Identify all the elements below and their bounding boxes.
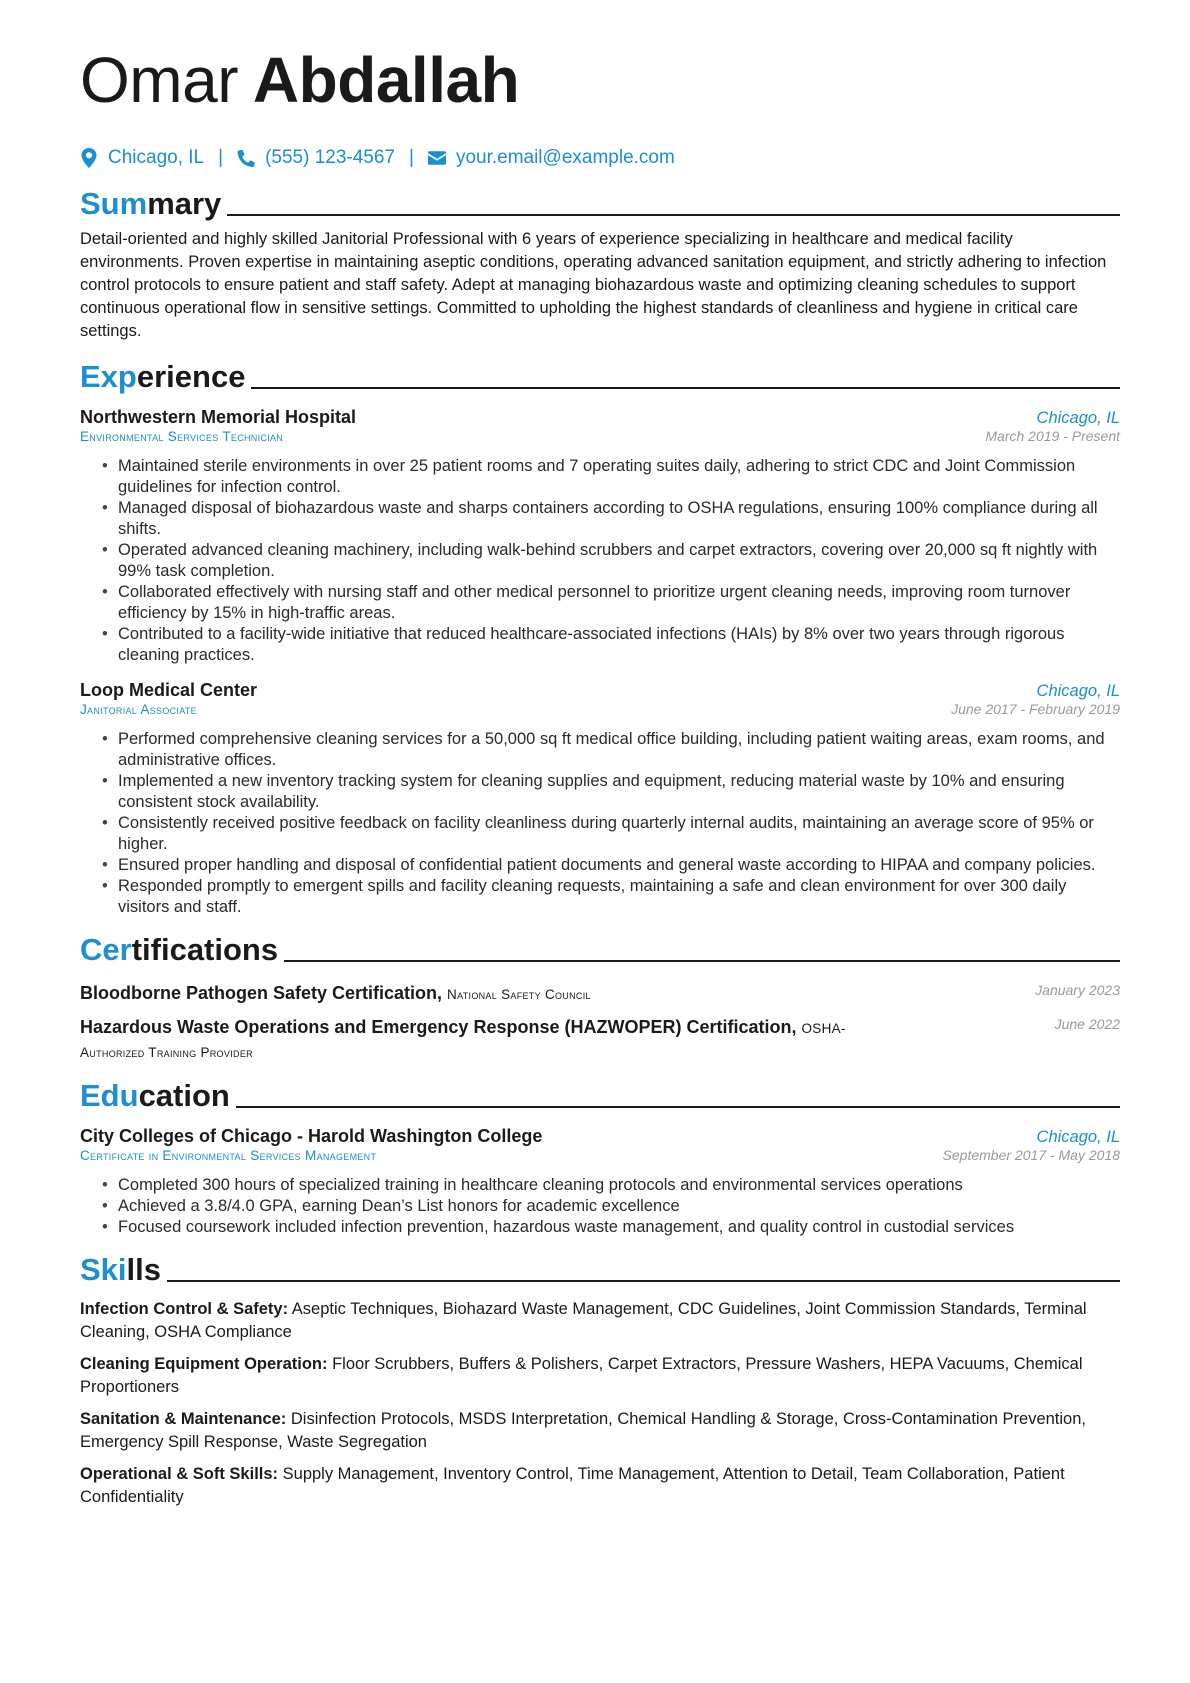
certifications-section bbox=[80, 932, 1120, 1064]
certification-item: Hazardous Waste Operations and Emergency Response (HAZWOPER) Certification, OSHA-Authorized Training Provider June 2022 bbox=[80, 1016, 1120, 1060]
certification-date: June 2022 bbox=[1054, 1016, 1120, 1032]
skill-group-text: Aseptic Techniques, Biohazard Waste Management, CDC Guidelines, Joint Commission Standards, Terminal Cleaning, OSHA Compliance bbox=[80, 1300, 1087, 1341]
skill-group bbox=[80, 1298, 1120, 1344]
list-item: • Ensured proper handling and disposal of confidential patient documents and general waste according to HIPAA and company policies. bbox=[118, 855, 1120, 876]
list-item: • Consistently received positive feedback on facility cleanliness during quarterly internal audits, maintaining an average score of 95% or higher. bbox=[118, 813, 1120, 855]
candidate-name bbox=[80, 40, 1120, 120]
school-location: Chicago, IL bbox=[1036, 1128, 1120, 1146]
list-item: • Performed comprehensive cleaning services for a 50,000 sq ft medical office building, including patient waiting areas, exam rooms, and administrative offices. bbox=[118, 729, 1120, 771]
skill-group bbox=[80, 1408, 1120, 1454]
education-section bbox=[80, 1078, 1120, 1238]
skill-group-label: Cleaning Equipment Operation: bbox=[80, 1355, 328, 1373]
section-rule bbox=[227, 214, 1120, 216]
skill-group-label: Operational & Soft Skills: bbox=[80, 1465, 279, 1483]
job-dates: March 2019 - Present bbox=[985, 428, 1120, 444]
summary-section bbox=[80, 186, 1120, 343]
certification-date: January 2023 bbox=[1035, 982, 1120, 998]
skill-group bbox=[80, 1463, 1120, 1509]
skills-section bbox=[80, 1252, 1120, 1509]
certification-item: Bloodborne Pathogen Safety Certification, National Safety Council January 2023 bbox=[80, 982, 1120, 1003]
skills-heading: Skills bbox=[80, 1252, 1120, 1288]
phone-icon bbox=[237, 148, 255, 168]
job-bullets bbox=[80, 456, 1120, 666]
education-heading: Education bbox=[80, 1078, 1120, 1114]
certification-name: Bloodborne Pathogen Safety Certification bbox=[80, 983, 438, 1003]
list-item: • Achieved a 3.8/4.0 GPA, earning Dean’s List honors for academic excellence bbox=[118, 1196, 1120, 1217]
school-name: City Colleges of Chicago - Harold Washington College bbox=[80, 1126, 543, 1146]
last-name: Abdallah bbox=[252, 44, 520, 116]
certifications-heading: Certifications bbox=[80, 932, 1120, 968]
phone-text: (555) 123-4567 bbox=[265, 147, 395, 168]
skill-group-label: Sanitation & Maintenance: bbox=[80, 1410, 287, 1428]
skill-group-text: Disinfection Protocols, MSDS Interpretation, Chemical Handling & Storage, Cross-Contamination Prevention, Emergency Spill Response, Waste Segregation bbox=[80, 1410, 1086, 1451]
list-item: • Implemented a new inventory tracking system for cleaning supplies and equipment, reducing material waste by 10% and ensuring consistent stock availability. bbox=[118, 771, 1120, 813]
job-entry bbox=[80, 680, 1120, 918]
experience-heading: Experience bbox=[80, 359, 1120, 395]
first-name: Omar bbox=[80, 44, 238, 116]
envelope-icon bbox=[428, 148, 446, 168]
job-location: Chicago, IL bbox=[1036, 409, 1120, 427]
resume-page bbox=[80, 40, 1120, 1509]
experience-section bbox=[80, 359, 1120, 918]
skill-group-label: Infection Control & Safety: bbox=[80, 1300, 289, 1318]
list-item: • Operated advanced cleaning machinery, including walk-behind scrubbers and carpet extractors, covering over 20,000 sq ft nightly with 99% task completion. bbox=[118, 540, 1120, 582]
summary-text: Detail-oriented and highly skilled Janitorial Professional with 6 years of experience specializing in healthcare and medical facility environments. Proven expertise in maintaining aseptic conditions, operating advanced sanitation equipment, and strictly adhering to infection control protocols to ensure patient and staff safety. Adept at managing biohazardous waste and optimizing cleaning schedules to support continuous operational flow in sensitive settings. Committed to upholding the highest standards of cleanliness and hygiene in critical care settings. bbox=[80, 230, 1107, 340]
employer-name: Loop Medical Center bbox=[80, 680, 258, 700]
program-name: Certificate in Environmental Services Management bbox=[80, 1148, 377, 1163]
contact-row bbox=[80, 144, 1120, 172]
list-item: • Contributed to a facility-wide initiative that reduced healthcare-associated infections (HAIs) by 8% over two years through rigorous cleaning practices. bbox=[118, 624, 1120, 666]
list-item: • Maintained sterile environments in over 25 patient rooms and 7 operating suites daily, adhering to strict CDC and Joint Commission guidelines for infection control. bbox=[118, 456, 1120, 498]
location-text: Chicago, IL bbox=[108, 147, 205, 168]
section-rule bbox=[167, 1280, 1120, 1282]
certification-name: Hazardous Waste Operations and Emergency Response (HAZWOPER) Certification bbox=[80, 1017, 792, 1037]
section-rule bbox=[284, 960, 1120, 962]
employer-name: Northwestern Memorial Hospital bbox=[80, 407, 357, 427]
list-item: • Collaborated effectively with nursing staff and other medical personnel to prioritize urgent cleaning needs, improving room turnover efficiency by 15% in high-traffic areas. bbox=[118, 582, 1120, 624]
section-rule bbox=[236, 1106, 1120, 1108]
job-title: Environmental Services Technician bbox=[80, 429, 284, 444]
job-location: Chicago, IL bbox=[1036, 682, 1120, 700]
email-link[interactable]: your.email@example.com bbox=[455, 147, 675, 168]
map-marker-icon bbox=[80, 148, 98, 168]
list-item: • Managed disposal of biohazardous waste and sharps containers according to OSHA regulations, ensuring 100% compliance during all shifts. bbox=[118, 498, 1120, 540]
list-item: • Responded promptly to emergent spills and facility cleaning requests, maintaining a safe and clean environment for over 300 daily visitors and staff. bbox=[118, 876, 1120, 918]
contact-separator: | bbox=[409, 147, 414, 168]
section-rule bbox=[251, 387, 1120, 389]
skill-group bbox=[80, 1353, 1120, 1399]
certification-issuer: OSHA-Authorized Training Provider bbox=[80, 1021, 846, 1060]
list-item: • Completed 300 hours of specialized training in healthcare cleaning protocols and environmental services operations bbox=[118, 1175, 1120, 1196]
job-bullets bbox=[80, 729, 1120, 918]
education-dates: September 2017 - May 2018 bbox=[942, 1147, 1120, 1163]
certification-issuer: National Safety Council bbox=[447, 987, 591, 1002]
job-title: Janitorial Associate bbox=[80, 702, 197, 717]
education-entry bbox=[80, 1126, 1120, 1238]
list-item: • Focused coursework included infection prevention, hazardous waste management, and quality control in custodial services bbox=[118, 1217, 1120, 1238]
job-entry bbox=[80, 407, 1120, 666]
job-dates: June 2017 - February 2019 bbox=[951, 701, 1120, 717]
summary-heading: Summary bbox=[80, 186, 1120, 222]
contact-separator: | bbox=[218, 147, 224, 168]
education-bullets bbox=[80, 1175, 1120, 1238]
skill-group-text: Supply Management, Inventory Control, Time Management, Attention to Detail, Team Collaboration, Patient Confidentiality bbox=[80, 1465, 1065, 1506]
skill-group-text: Floor Scrubbers, Buffers & Polishers, Carpet Extractors, Pressure Washers, HEPA Vacuums, Chemical Proportioners bbox=[80, 1355, 1083, 1396]
